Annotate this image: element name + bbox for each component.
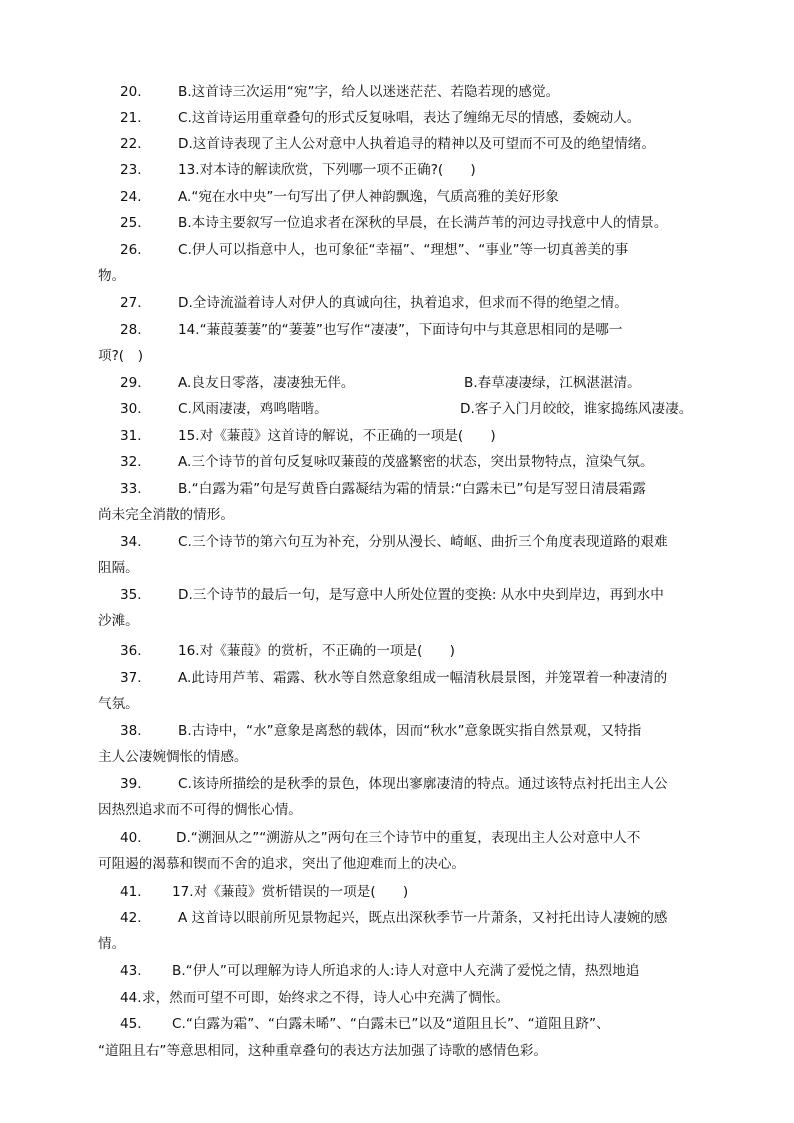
item-text: 16.对《蒹葭》的赏析，不正确的一项是( )	[178, 643, 455, 659]
item-text: A.三个诗节的首句反复咏叹蒹葭的茂盛繁密的状态，突出景物特点，渲染气氛。	[178, 454, 654, 470]
item-number: 29.	[120, 375, 142, 391]
list-item	[98, 157, 708, 183]
list-item	[98, 1011, 708, 1037]
item-text: B.本诗主要叙写一位追求者在深秋的早晨，在长满芦苇的河边寻找意中人的情景。	[178, 215, 668, 231]
item-text: C.“白露为霜”、“白露未晞”、“白露未已”以及“道阻且长”、“道阻且跻”、	[172, 1016, 610, 1032]
list-item	[98, 210, 708, 236]
list-item	[98, 317, 708, 343]
item-number: 39.	[120, 776, 142, 792]
item-number: 37.	[120, 670, 142, 686]
item-text: A 这首诗以眼前所见景物起兴，既点出深秋季节一片萧条，又衬托出诗人凄婉的感	[178, 910, 668, 926]
item-text-continuation: 沙滩。	[98, 613, 139, 629]
item-number: 22.	[120, 136, 142, 152]
item-text-continuation: 可阻遏的渴慕和锲而不舍的追求，突出了他迎难而上的决心。	[98, 856, 466, 872]
item-number: 33.	[120, 481, 142, 497]
list-item	[98, 905, 708, 931]
item-text: B.这首诗三次运用“宛”字，给人以迷迷茫茫、若隐若现的感觉。	[178, 84, 560, 100]
list-item-continuation	[98, 931, 708, 957]
item-number: 35.	[120, 587, 142, 603]
item-number: 32.	[120, 454, 142, 470]
list-item	[98, 476, 708, 502]
item-number: 41.	[120, 884, 142, 900]
list-item-continuation	[98, 744, 708, 770]
item-text: C.这首诗运用重章叠句的形式反复咏唱，表达了缠绵无尽的情感，委婉动人。	[178, 110, 641, 126]
item-text-continuation: “道阻且右”等意思相同，这种重章叠句的表达方法加强了诗歌的感情色彩。	[98, 1043, 548, 1059]
item-number: 34.	[120, 534, 142, 550]
item-text: A.此诗用芦苇、霜露、秋水等自然意象组成一幅清秋晨景图，并笼罩着一种凄清的	[178, 670, 668, 686]
item-text-continuation: 主人公凄婉惆怅的情感。	[98, 749, 248, 765]
item-text: C.伊人可以指意中人，也可象征“幸福”、“理想”、“事业”等一切真善美的事	[178, 242, 629, 258]
list-item	[98, 718, 708, 744]
item-text: 求，然而可望不可即，始终求之不得，诗人心中充满了惆怅。	[142, 990, 510, 1006]
item-number: 38.	[120, 723, 142, 739]
item-text: D.三个诗节的最后一句，是写意中人所处位置的变换: 从水中央到岸边，再到水中	[178, 587, 664, 603]
list-item	[98, 105, 708, 131]
item-number: 44.	[120, 990, 142, 1006]
option-c: C.风雨凄凄，鸡鸣喈喈。	[178, 401, 328, 417]
item-number: 43.	[120, 963, 142, 979]
list-item	[98, 184, 708, 210]
item-text: B.古诗中，“水”意象是离愁的载体，因而“秋水”意象既实指自然景观，又特指	[178, 723, 642, 739]
item-number: 25.	[120, 215, 142, 231]
list-item-continuation	[98, 608, 708, 634]
item-text: 17.对《蒹葭》赏析错误的一项是( )	[172, 884, 409, 900]
list-item	[98, 825, 708, 851]
list-item	[98, 665, 708, 691]
item-text: B.“伊人”可以理解为诗人所追求的人:诗人对意中人充满了爱悦之情，热烈地追	[172, 963, 640, 979]
list-item	[98, 449, 708, 475]
option-d: D.客子入门月皎皎，谁家捣练风凄凄。	[460, 401, 693, 417]
list-item	[98, 79, 708, 105]
item-number: 20.	[120, 84, 142, 100]
list-item-continuation	[98, 502, 708, 528]
list-item	[98, 423, 708, 449]
item-text: 15.对《蒹葭》这首诗的解说，不正确的一项是( )	[178, 428, 496, 444]
item-text-continuation: 物。	[98, 268, 126, 284]
item-text-continuation: 阻隔。	[98, 560, 139, 576]
list-item-continuation	[98, 797, 708, 823]
item-number: 40.	[120, 830, 142, 846]
option-a: A.良友日零落，凄凄独无伴。	[178, 375, 355, 391]
list-item	[98, 879, 708, 905]
list-item	[98, 131, 708, 157]
list-item-continuation	[98, 691, 708, 717]
list-item-continuation	[98, 1038, 708, 1064]
item-number: 24.	[120, 189, 142, 205]
item-number: 21.	[120, 110, 142, 126]
item-number: 26.	[120, 242, 142, 258]
item-text: B.“白露为霜”句是写黄昏白露凝结为霜的情景:“白露未已”句是写翌日清晨霜露	[178, 481, 646, 497]
list-item-continuation	[98, 263, 708, 289]
list-item	[98, 237, 708, 263]
list-item	[98, 396, 708, 422]
item-text: C.三个诗节的第六句互为补充，分别从漫长、崎岖、曲折三个角度表现道路的艰难	[178, 534, 668, 550]
item-text: D.“溯洄从之”“溯游从之”两句在三个诗节中的重复，表现出主人公对意中人不	[176, 830, 641, 846]
item-text: 13.对本诗的解读欣赏，下列哪一项不正确?( )	[178, 162, 476, 178]
item-text: C.该诗所描绘的是秋季的景色，体现出寥廓凄清的特点。通过该特点衬托出主人公	[178, 776, 668, 792]
list-item	[98, 529, 708, 555]
item-number: 23.	[120, 162, 142, 178]
list-item	[98, 771, 708, 797]
item-text: D.这首诗表现了主人公对意中人执着追寻的精神以及可望而不可及的绝望情绪。	[178, 136, 655, 152]
item-number: 45.	[120, 1016, 142, 1032]
item-number: 31.	[120, 428, 142, 444]
list-item	[98, 638, 708, 664]
list-item	[98, 370, 708, 396]
item-number: 27.	[120, 295, 142, 311]
item-number: 36.	[120, 643, 142, 659]
item-text-continuation: 项?( )	[98, 348, 144, 364]
item-number: 30.	[120, 401, 142, 417]
list-item-continuation	[98, 555, 708, 581]
item-text-continuation: 因热烈追求而不可得的惆怅心情。	[98, 802, 302, 818]
item-text-continuation: 气氛。	[98, 696, 139, 712]
item-number: 28.	[120, 322, 142, 338]
list-item-continuation	[98, 851, 708, 877]
item-text: A.“宛在水中央”一句写出了伊人神韵飘逸，气质高雅的美好形象	[178, 189, 559, 205]
item-text-continuation: 尚未完全消散的情形。	[98, 507, 234, 523]
list-item	[98, 958, 708, 984]
item-text: D.全诗流溢着诗人对伊人的真诚向往，执着追求，但求而不得的绝望之情。	[178, 295, 628, 311]
list-item-continuation	[98, 343, 708, 369]
item-text: 14.“蒹葭萋萋”的“萋萋”也写作“凄凄”，下面诗句中与其意思相同的是哪一	[178, 322, 623, 338]
item-text-continuation: 情。	[98, 936, 126, 952]
option-b: B.春草凄凄绿，江枫湛湛清。	[464, 375, 641, 391]
list-item	[98, 290, 708, 316]
list-item	[98, 985, 708, 1011]
list-item	[98, 582, 708, 608]
item-number: 42.	[120, 910, 142, 926]
